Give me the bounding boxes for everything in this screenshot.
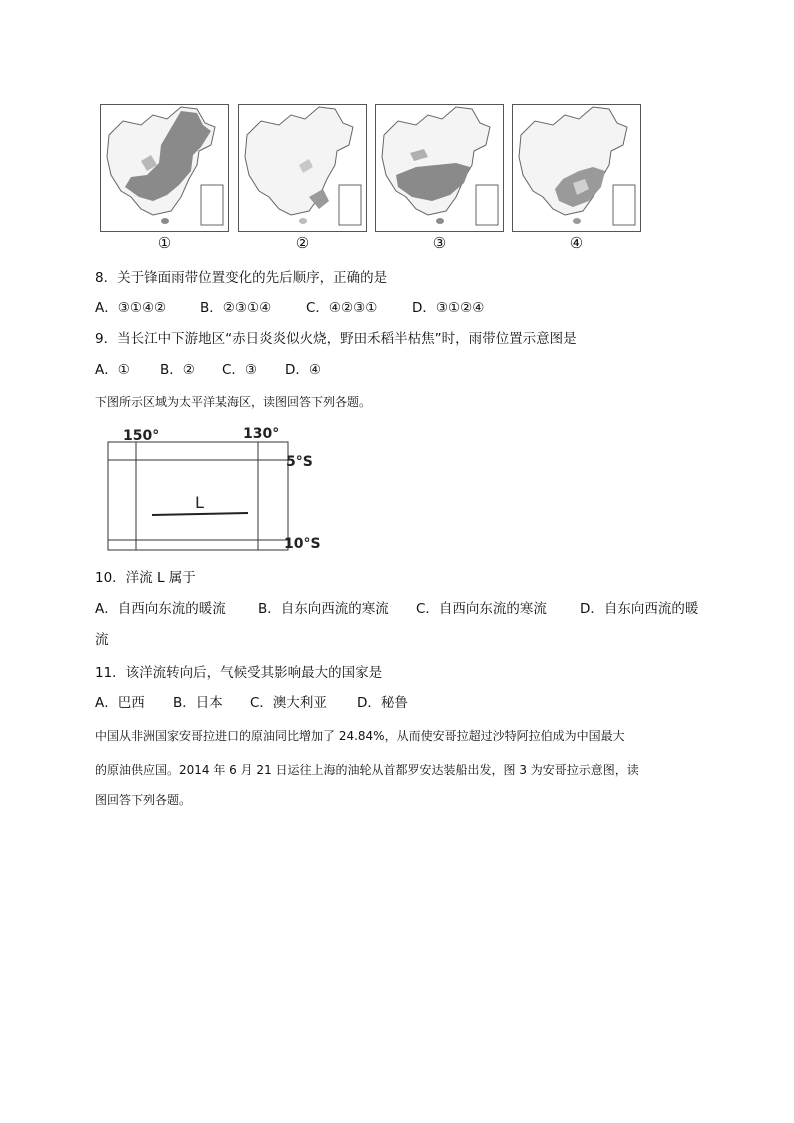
q8-option-b[interactable]: B．②③①④ bbox=[200, 300, 272, 316]
question-11-title: 11．该洋流转向后，气候受其影响最大的国家是 bbox=[95, 665, 383, 681]
q9-option-b[interactable]: B．② bbox=[160, 362, 195, 378]
q8-option-a[interactable]: A．③①④② bbox=[95, 300, 167, 316]
map-label-4: ④ bbox=[569, 234, 584, 252]
china-map-3 bbox=[375, 104, 504, 232]
lat-label-top: 5°S bbox=[286, 454, 313, 470]
map-label-3: ③ bbox=[432, 234, 447, 252]
map-panel-2 bbox=[238, 104, 367, 252]
map-label-2: ② bbox=[295, 234, 310, 252]
question-10-title: 10．洋流 L 属于 bbox=[95, 570, 196, 586]
question-8-title: 8．关于锋面雨带位置变化的先后顺序，正确的是 bbox=[95, 270, 388, 286]
q11-option-c[interactable]: C．澳大利亚 bbox=[250, 695, 327, 711]
intro-angola-line-1: 中国从非洲国家安哥拉进口的原油同比增加了 24.84%，从而使安哥拉超过沙特阿拉伯成为中国最大 bbox=[95, 729, 625, 743]
q9-option-d[interactable]: D．④ bbox=[285, 362, 321, 378]
intro-pacific: 下图所示区域为太平洋某海区，读图回答下列各题。 bbox=[95, 395, 372, 409]
q10-option-c[interactable]: C．自西向东流的寒流 bbox=[416, 601, 547, 617]
map-panel-4 bbox=[512, 104, 641, 252]
china-map-2 bbox=[238, 104, 367, 232]
q11-option-b[interactable]: B．日本 bbox=[173, 695, 223, 711]
lat-label-bottom: 10°S bbox=[284, 536, 321, 552]
ocean-current-figure bbox=[100, 424, 340, 556]
rainband-maps bbox=[100, 104, 640, 252]
q11-option-a[interactable]: A．巴西 bbox=[95, 695, 145, 711]
intro-angola-line-2: 的原油供应国。2014 年 6 月 21 日运往上海的油轮从首都罗安达装船出发，图 3 为安哥拉示意图，读 bbox=[95, 763, 639, 777]
q10-option-b[interactable]: B．自东向西流的寒流 bbox=[258, 601, 389, 617]
q9-option-a[interactable]: A．① bbox=[95, 362, 130, 378]
map-panel-3 bbox=[375, 104, 504, 252]
lon-label-left: 150° bbox=[123, 428, 160, 444]
china-map-4 bbox=[512, 104, 641, 232]
map-label-1: ① bbox=[157, 234, 172, 252]
q10-option-d[interactable]: D．自东向西流的暖 bbox=[580, 601, 699, 617]
q11-option-d[interactable]: D．秘鲁 bbox=[357, 695, 408, 711]
q10-option-a[interactable]: A．自西向东流的暖流 bbox=[95, 601, 226, 617]
q8-option-d[interactable]: D．③①②④ bbox=[412, 300, 485, 316]
q9-option-c[interactable]: C．③ bbox=[222, 362, 258, 378]
q10-option-d-wrap: 流 bbox=[95, 632, 109, 648]
intro-angola-line-3: 图回答下列各题。 bbox=[95, 793, 192, 807]
china-map-1 bbox=[100, 104, 229, 232]
q8-option-c[interactable]: C．④②③① bbox=[306, 300, 378, 316]
current-label-l: L bbox=[195, 493, 204, 512]
map-panel-1 bbox=[100, 104, 229, 252]
current-l-line bbox=[152, 513, 248, 515]
question-9-title: 9．当长江中下游地区“赤日炎炎似火烧，野田禾稻半枯焦”时，雨带位置示意图是 bbox=[95, 331, 577, 347]
lon-label-right: 130° bbox=[243, 426, 280, 442]
